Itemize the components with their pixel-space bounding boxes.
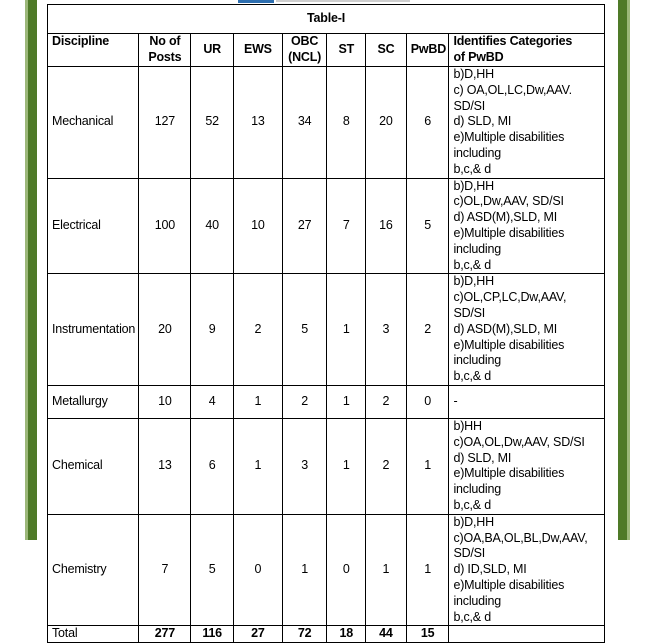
cell-obc: 34	[282, 67, 327, 179]
header-obc: OBC (NCL)	[282, 34, 327, 67]
cell-discipline: Metallurgy	[48, 385, 139, 418]
total-obc: 72	[282, 626, 327, 643]
table-row	[48, 274, 605, 386]
header-pwbd: PwBD	[406, 34, 449, 67]
table-row	[48, 385, 605, 418]
cell-ews: 10	[233, 178, 282, 274]
header-discipline: Discipline	[48, 34, 139, 67]
cell-categories: -	[449, 385, 605, 418]
cell-obc: 1	[282, 514, 327, 626]
cell-ur: 9	[191, 274, 234, 386]
top-grey-strip	[276, 0, 410, 2]
table-row	[48, 418, 605, 514]
cell-st: 1	[327, 418, 366, 514]
cell-obc: 2	[282, 385, 327, 418]
cell-ews: 1	[233, 418, 282, 514]
cell-categories: b)HH c)OA,OL,Dw,AAV, SD/SI d) SLD, MI e)Multiple disabilities including b,c,& d	[449, 418, 605, 514]
cell-posts: 10	[139, 385, 191, 418]
cell-ur: 5	[191, 514, 234, 626]
cell-obc: 27	[282, 178, 327, 274]
header-posts: No of Posts	[139, 34, 191, 67]
total-ur: 116	[191, 626, 234, 643]
table-row	[48, 67, 605, 179]
total-categories	[449, 626, 605, 643]
cell-pwbd: 1	[406, 514, 449, 626]
cell-categories: b)D,HH c)OL,Dw,AAV, SD/SI d) ASD(M),SLD, MI e)Multiple disabilities including b,c,& d	[449, 178, 605, 274]
table-row	[48, 178, 605, 274]
cell-ur: 4	[191, 385, 234, 418]
cell-st: 1	[327, 274, 366, 386]
cell-posts: 7	[139, 514, 191, 626]
cell-sc: 2	[366, 385, 407, 418]
total-pwbd: 15	[406, 626, 449, 643]
header-ur: UR	[191, 34, 234, 67]
table-title: Table-I	[48, 5, 605, 34]
cell-categories: b)D,HH c)OA,BA,OL,BL,Dw,AAV, SD/SI d) ID,SLD, MI e)Multiple disabilities including b,c,& d	[449, 514, 605, 626]
cell-discipline: Electrical	[48, 178, 139, 274]
frame-right-border	[618, 0, 627, 540]
frame-right-edge	[627, 0, 630, 540]
cell-ews: 0	[233, 514, 282, 626]
cell-pwbd: 2	[406, 274, 449, 386]
top-blue-strip	[238, 0, 274, 3]
cell-obc: 3	[282, 418, 327, 514]
cell-posts: 13	[139, 418, 191, 514]
cell-st: 8	[327, 67, 366, 179]
cell-sc: 1	[366, 514, 407, 626]
header-ews: EWS	[233, 34, 282, 67]
cell-categories: b)D,HH c) OA,OL,LC,Dw,AAV. SD/SI d) SLD, MI e)Multiple disabilities including b,c,& d	[449, 67, 605, 179]
cell-ur: 6	[191, 418, 234, 514]
posts-table	[47, 4, 605, 643]
cell-sc: 3	[366, 274, 407, 386]
total-st: 18	[327, 626, 366, 643]
cell-posts: 127	[139, 67, 191, 179]
frame-left-border	[28, 0, 37, 540]
total-row	[48, 626, 605, 643]
header-sc: SC	[366, 34, 407, 67]
cell-ews: 2	[233, 274, 282, 386]
total-label: Total	[48, 626, 139, 643]
total-ews: 27	[233, 626, 282, 643]
cell-sc: 16	[366, 178, 407, 274]
cell-categories: b)D,HH c)OL,CP,LC,Dw,AAV, SD/SI d) ASD(M),SLD, MI e)Multiple disabilities including b,c,& d	[449, 274, 605, 386]
cell-discipline: Instrumentation	[48, 274, 139, 386]
header-st: ST	[327, 34, 366, 67]
cell-discipline: Chemistry	[48, 514, 139, 626]
cell-posts: 20	[139, 274, 191, 386]
header-row	[48, 34, 605, 67]
cell-ews: 1	[233, 385, 282, 418]
cell-discipline: Chemical	[48, 418, 139, 514]
cell-st: 1	[327, 385, 366, 418]
cell-ur: 40	[191, 178, 234, 274]
total-posts: 277	[139, 626, 191, 643]
cell-ews: 13	[233, 67, 282, 179]
cell-ur: 52	[191, 67, 234, 179]
cell-discipline: Mechanical	[48, 67, 139, 179]
cell-sc: 2	[366, 418, 407, 514]
cell-pwbd: 0	[406, 385, 449, 418]
cell-st: 7	[327, 178, 366, 274]
cell-posts: 100	[139, 178, 191, 274]
cell-sc: 20	[366, 67, 407, 179]
total-sc: 44	[366, 626, 407, 643]
cell-pwbd: 6	[406, 67, 449, 179]
cell-pwbd: 1	[406, 418, 449, 514]
table-row	[48, 514, 605, 626]
header-categories: Identifies Categories of PwBD	[449, 34, 605, 67]
cell-pwbd: 5	[406, 178, 449, 274]
cell-obc: 5	[282, 274, 327, 386]
cell-st: 0	[327, 514, 366, 626]
